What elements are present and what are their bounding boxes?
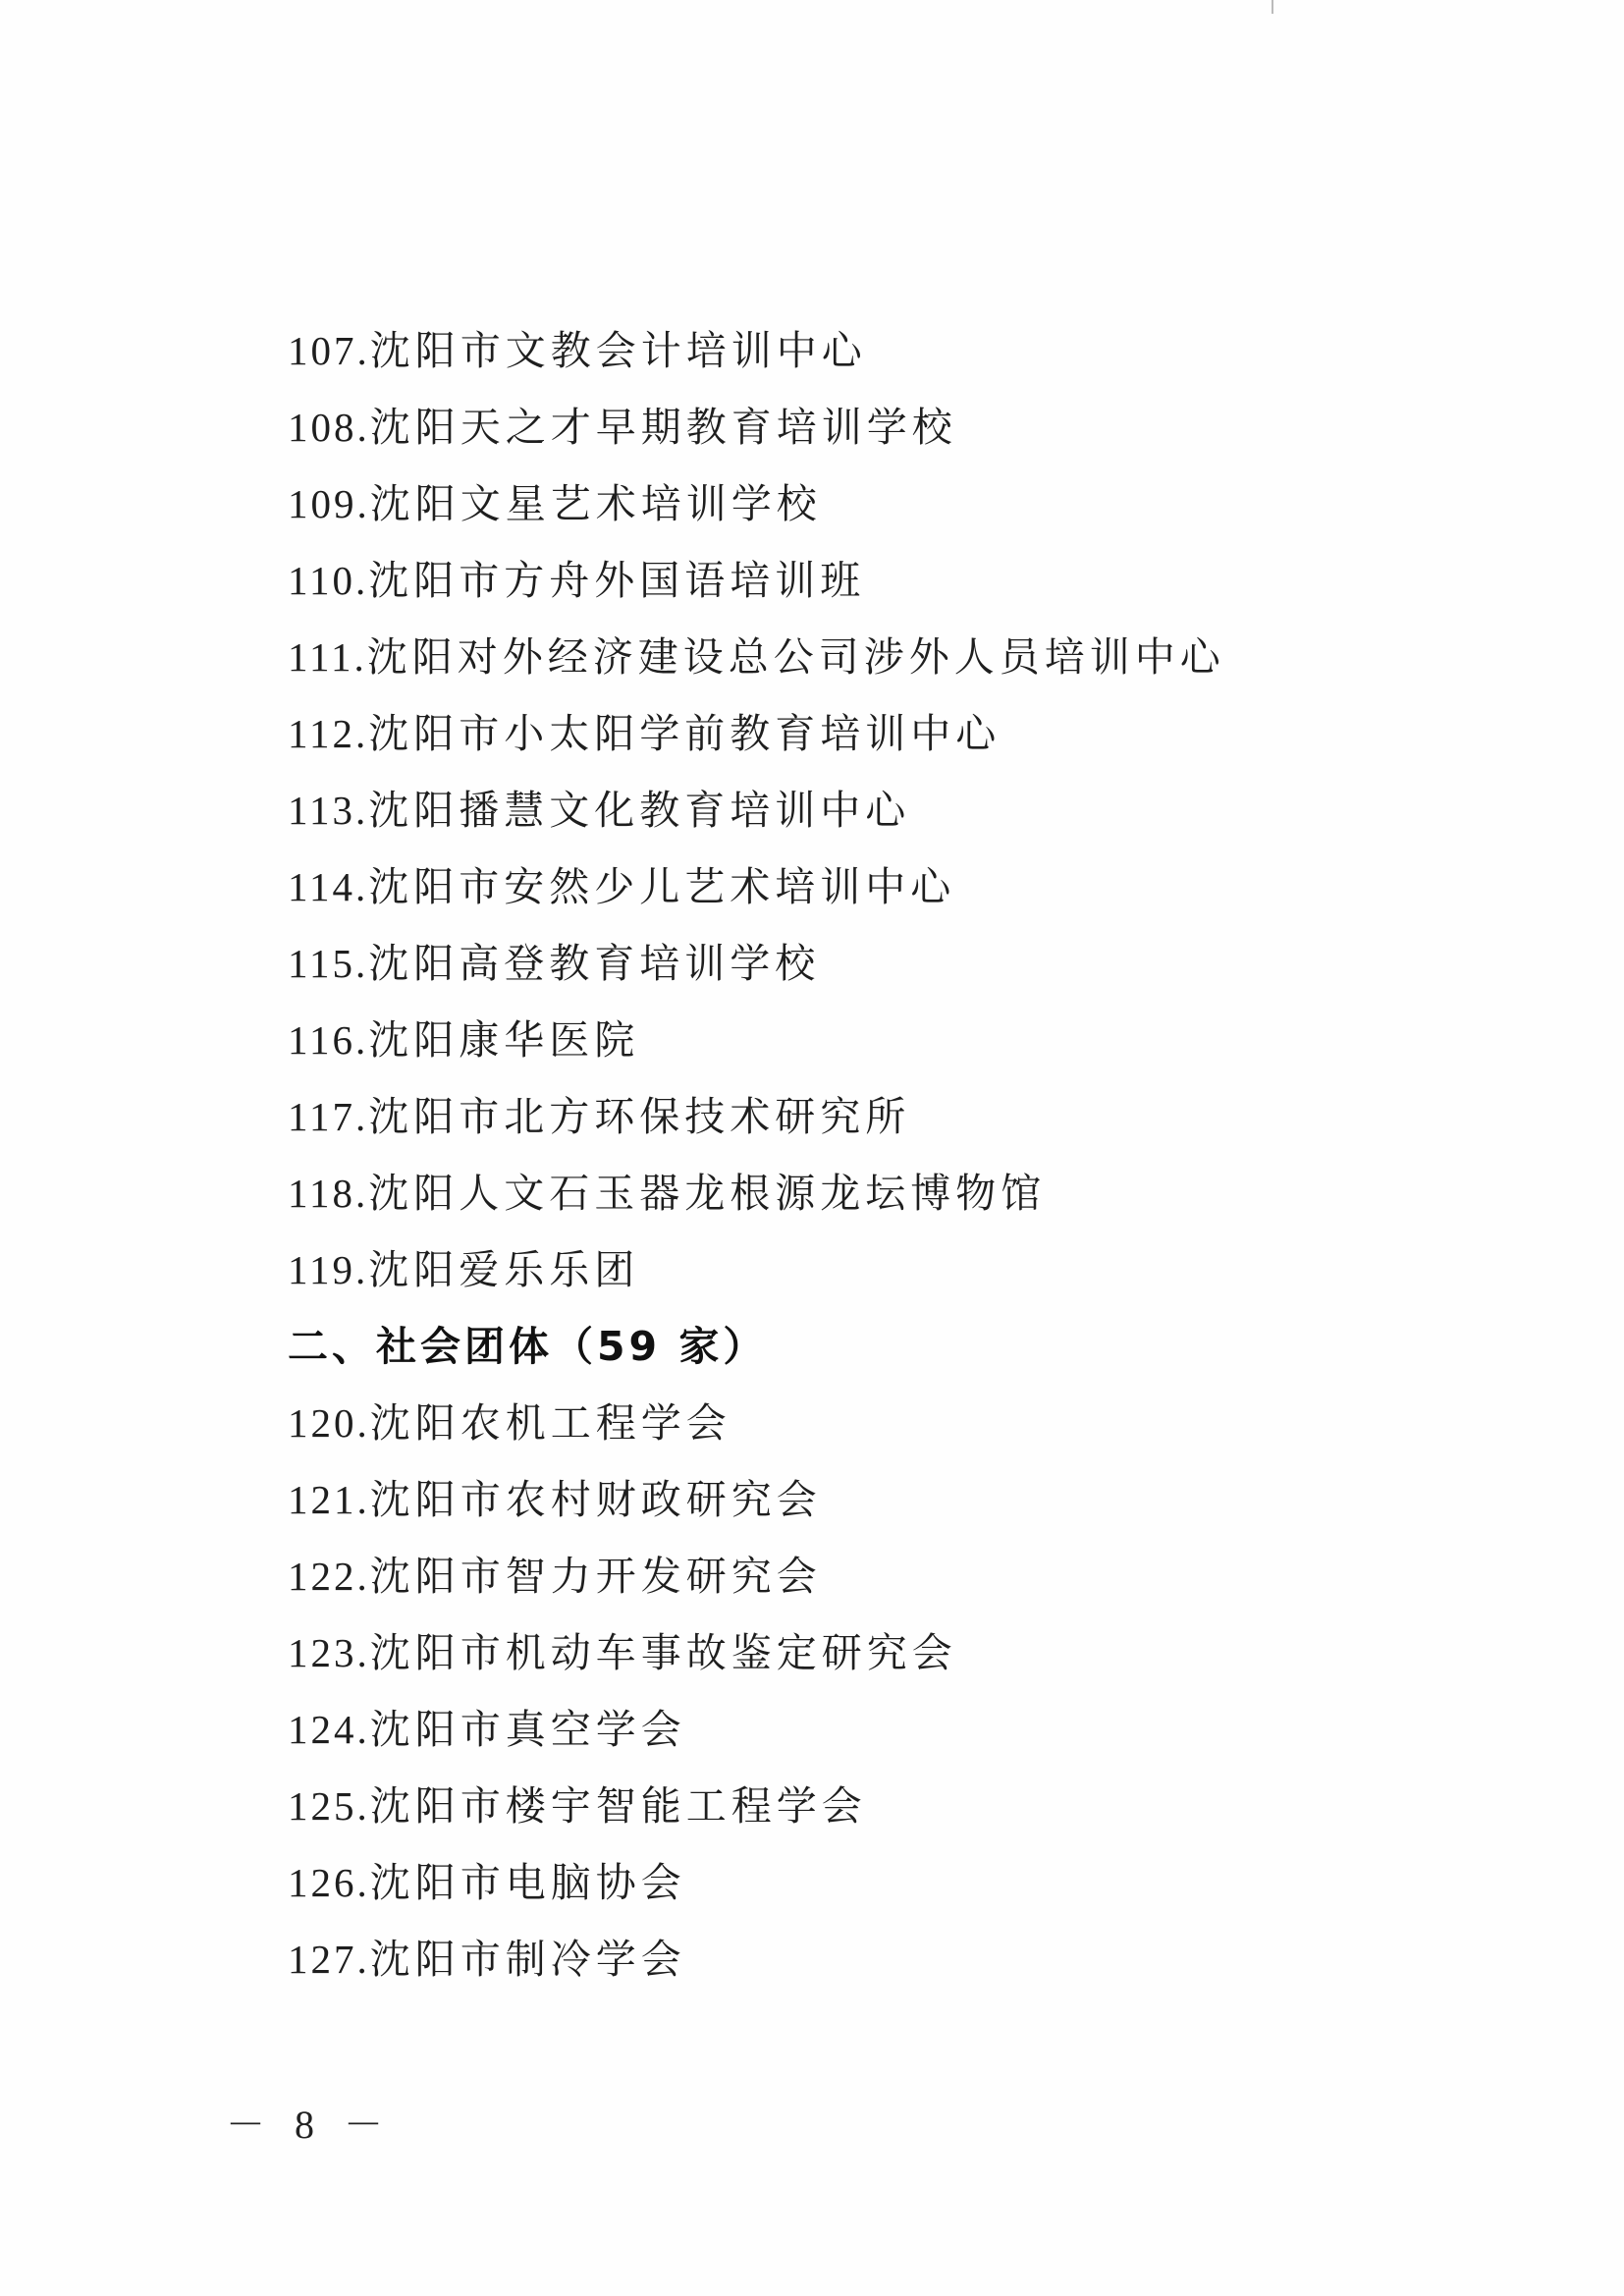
entry-name: 沈阳播慧文化教育培训中心 xyxy=(368,787,911,834)
list-item xyxy=(288,619,1417,695)
entry-number: 125. xyxy=(288,1783,370,1829)
list-item xyxy=(288,1002,1417,1078)
entry-number: 117. xyxy=(288,1094,369,1139)
list-item xyxy=(288,695,1417,772)
entry-name: 沈阳市机动车事故鉴定研究会 xyxy=(369,1629,957,1676)
entry-number: 119. xyxy=(288,1247,369,1292)
entry-number: 127. xyxy=(288,1937,370,1982)
entry-name: 沈阳天之才早期教育培训学校 xyxy=(369,404,957,451)
entry-name: 沈阳市方舟外国语培训班 xyxy=(368,557,866,604)
entry-number: 116. xyxy=(288,1017,369,1063)
entry-name: 沈阳人文石玉器龙根源龙坛博物馆 xyxy=(368,1170,1047,1217)
entry-name: 沈阳农机工程学会 xyxy=(369,1399,731,1447)
list-item xyxy=(288,1078,1417,1155)
list-item xyxy=(288,1614,1417,1691)
entry-number: 110. xyxy=(288,558,369,603)
entry-name: 沈阳市真空学会 xyxy=(369,1706,686,1753)
list-item xyxy=(288,542,1417,619)
list-item xyxy=(288,1691,1417,1768)
entry-name: 沈阳市文教会计培训中心 xyxy=(369,327,867,374)
entry-number: 115. xyxy=(288,941,369,986)
entry-number: 124. xyxy=(288,1707,370,1752)
entry-name: 沈阳高登教育培训学校 xyxy=(368,940,821,987)
list-item xyxy=(288,465,1417,542)
entry-number: 126. xyxy=(288,1860,370,1905)
entry-name: 沈阳对外经济建设总公司涉外人员培训中心 xyxy=(366,633,1225,681)
list-item xyxy=(288,1538,1417,1614)
list-item xyxy=(288,1155,1417,1231)
entry-name: 沈阳市电脑协会 xyxy=(369,1859,686,1906)
entry-name: 沈阳爱乐乐团 xyxy=(368,1246,640,1293)
list-item xyxy=(288,925,1417,1002)
entry-name: 沈阳市制冷学会 xyxy=(369,1936,686,1983)
list-item xyxy=(288,1385,1417,1461)
entry-name: 沈阳康华医院 xyxy=(368,1016,640,1064)
entry-name: 沈阳市小太阳学前教育培训中心 xyxy=(368,710,1001,757)
entry-name: 沈阳市安然少儿艺术培训中心 xyxy=(368,863,956,910)
entry-number: 114. xyxy=(288,864,369,909)
entry-name: 沈阳市楼宇智能工程学会 xyxy=(369,1782,867,1830)
entry-number: 109. xyxy=(288,481,370,526)
list-item xyxy=(288,848,1417,925)
entry-number: 111. xyxy=(288,634,367,680)
list-item xyxy=(288,1461,1417,1538)
list-item xyxy=(288,1844,1417,1921)
entry-number: 107. xyxy=(288,328,370,373)
section-heading: 二、社会团体（59 家） xyxy=(288,1323,768,1370)
entry-number: 123. xyxy=(288,1630,370,1675)
list-item xyxy=(288,1231,1417,1308)
scan-mark xyxy=(1272,0,1273,14)
entry-number: 112. xyxy=(288,711,369,756)
entry-name: 沈阳市农村财政研究会 xyxy=(369,1476,822,1523)
entry-number: 118. xyxy=(288,1171,369,1216)
list-item xyxy=(288,1921,1417,1997)
entry-number: 120. xyxy=(288,1400,370,1446)
entry-name: 沈阳文星艺术培训学校 xyxy=(369,480,822,527)
entry-name: 沈阳市北方环保技术研究所 xyxy=(368,1093,911,1140)
list-item xyxy=(288,1768,1417,1844)
page-number: － 8 － xyxy=(226,2103,393,2147)
entry-list xyxy=(288,312,1417,1997)
entry-number: 121. xyxy=(288,1477,370,1522)
entry-name: 沈阳市智力开发研究会 xyxy=(369,1553,822,1600)
list-item xyxy=(288,772,1417,848)
entry-number: 113. xyxy=(288,788,369,833)
list-item xyxy=(288,389,1417,465)
entry-number: 108. xyxy=(288,405,370,450)
list-item xyxy=(288,312,1417,389)
entry-number: 122. xyxy=(288,1554,370,1599)
